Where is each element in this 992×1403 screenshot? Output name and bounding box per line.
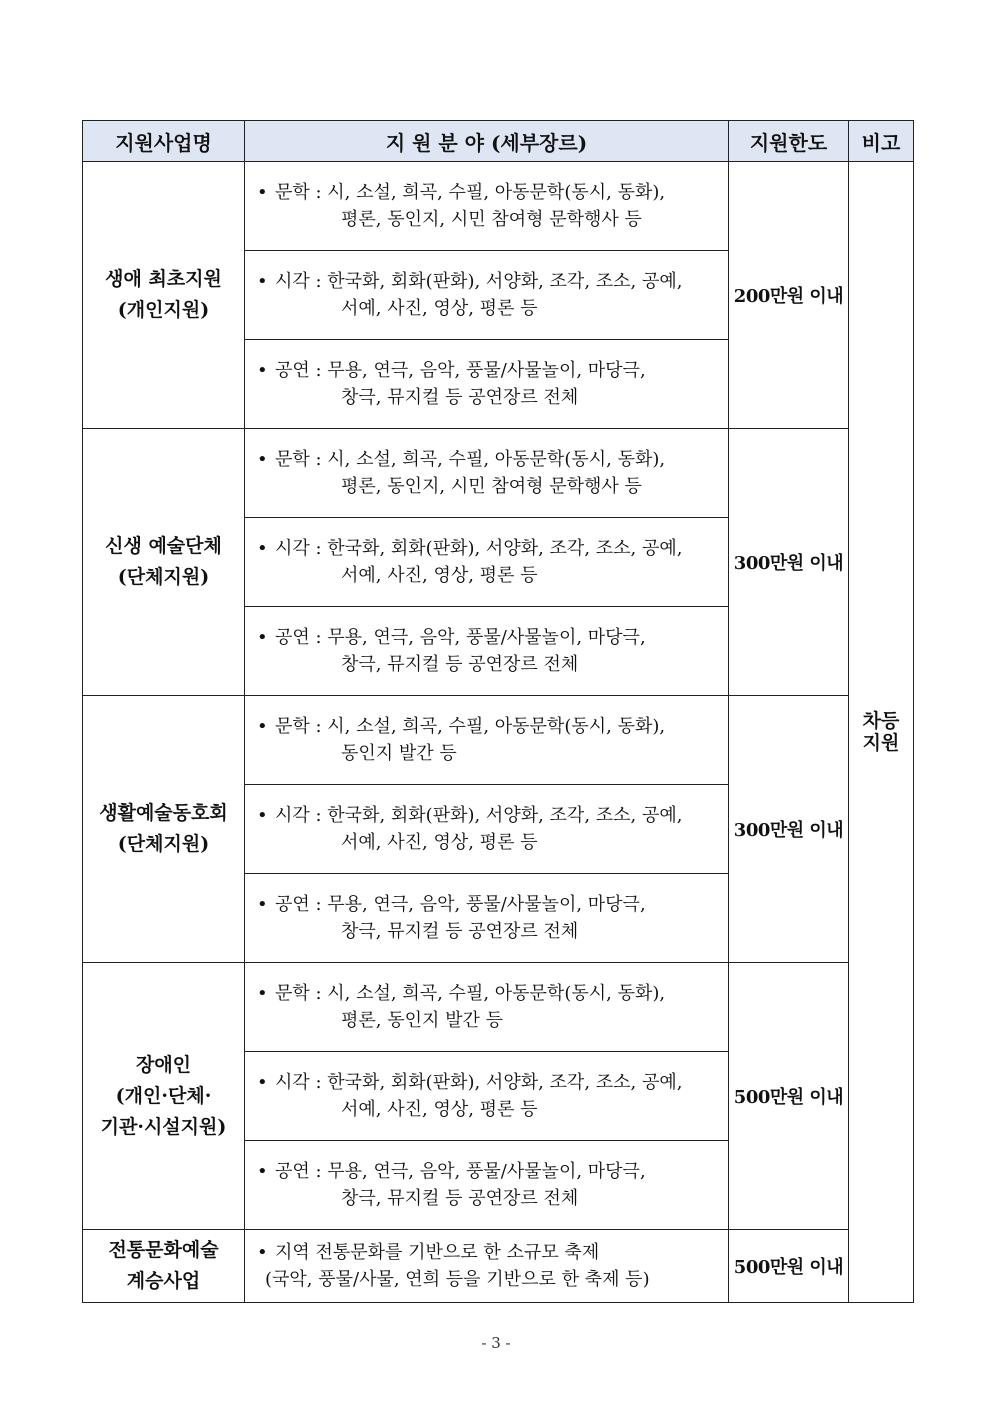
field-line: 창극, 뮤지컬 등 공연장르 전체 [341, 654, 579, 675]
header-field: 지 원 분 야 (세부장르) [245, 121, 729, 162]
field-line: 문학 : 시, 소설, 희곡, 수필, 아동문학(동시, 동화), [275, 449, 666, 470]
field-line: 평론, 동인지, 시민 참여형 문학행사 등 [341, 476, 642, 497]
field-line: 시각 : 한국화, 회화(판화), 서양화, 조각, 조소, 공예, [275, 1072, 683, 1093]
limit-cell: 500만원 이내 [729, 1230, 849, 1303]
field-line: 평론, 동인지 발간 등 [341, 1010, 503, 1031]
field-line: 문학 : 시, 소설, 희곡, 수필, 아동문학(동시, 동화), [275, 983, 666, 1004]
field-line: 공연 : 무용, 연극, 음악, 풍물/사물놀이, 마당극, [275, 894, 646, 915]
field-line: 서예, 사진, 영상, 평론 등 [341, 832, 538, 853]
page-number: - 3 - [481, 1334, 511, 1352]
limit-cell: 200만원 이내 [729, 162, 849, 429]
header-program: 지원사업명 [83, 121, 245, 162]
field-cell [245, 162, 729, 251]
table-row [83, 162, 914, 251]
field-line: 문학 : 시, 소설, 희곡, 수필, 아동문학(동시, 동화), [275, 182, 666, 203]
field-line: 시각 : 한국화, 회화(판화), 서양화, 조각, 조소, 공예, [275, 538, 683, 559]
field-cell [245, 251, 729, 340]
program-name-line: 전통문화예술 [108, 1239, 219, 1261]
field-line: (국악, 풍물/사물, 연희 등을 기반으로 한 축제 등) [265, 1269, 650, 1290]
table-row [83, 1230, 914, 1303]
field-line: 시각 : 한국화, 회화(판화), 서양화, 조각, 조소, 공예, [275, 805, 683, 826]
bullet: • [257, 894, 268, 915]
field-cell [245, 963, 729, 1052]
bullet: • [257, 538, 268, 559]
program-name-line: 기관·시설지원) [100, 1115, 227, 1138]
field-line: 공연 : 무용, 연극, 음악, 풍물/사물놀이, 마당극, [275, 627, 646, 648]
bullet: • [257, 983, 268, 1004]
field-line: 지역 전통문화를 기반으로 한 소규모 축제 [275, 1242, 600, 1263]
field-line: 창극, 뮤지컬 등 공연장르 전체 [341, 387, 579, 408]
field-cell [245, 340, 729, 429]
bullet: • [257, 1161, 268, 1182]
field-cell [245, 518, 729, 607]
program-name-line: 신생 예술단체 [105, 535, 222, 557]
field-line: 서예, 사진, 영상, 평론 등 [341, 298, 538, 319]
field-line: 평론, 동인지, 시민 참여형 문학행사 등 [341, 209, 642, 230]
bullet: • [257, 1242, 268, 1263]
field-line: 공연 : 무용, 연극, 음악, 풍물/사물놀이, 마당극, [275, 360, 646, 381]
program-name-cell [83, 963, 245, 1230]
bullet: • [257, 360, 268, 381]
limit-cell: 300만원 이내 [729, 429, 849, 696]
field-cell [245, 1230, 729, 1303]
limit-cell: 300만원 이내 [729, 696, 849, 963]
program-name-cell [83, 429, 245, 696]
field-line: 창극, 뮤지컬 등 공연장르 전체 [341, 921, 579, 942]
program-name-line: (개인·단체· [115, 1084, 212, 1107]
program-name-line: (개인지원) [117, 299, 210, 321]
bullet: • [257, 805, 268, 826]
table-row [83, 696, 914, 785]
program-name-line: 장애인 [135, 1053, 192, 1076]
bullet: • [257, 627, 268, 648]
program-name-cell [83, 1230, 245, 1303]
header-remark: 비고 [849, 121, 914, 162]
table-row [83, 429, 914, 518]
program-name-line: (단체지원) [117, 833, 210, 855]
field-line: 문학 : 시, 소설, 희곡, 수필, 아동문학(동시, 동화), [275, 716, 666, 737]
program-name-cell [83, 696, 245, 963]
header-row [83, 121, 914, 162]
program-name-line: 계승사업 [126, 1270, 201, 1292]
field-cell [245, 874, 729, 963]
field-line: 서예, 사진, 영상, 평론 등 [341, 1099, 538, 1120]
field-cell [245, 1052, 729, 1141]
field-cell [245, 785, 729, 874]
program-name-cell [83, 162, 245, 429]
field-cell [245, 607, 729, 696]
field-line: 창극, 뮤지컬 등 공연장르 전체 [341, 1188, 579, 1209]
remark-line: 지원 [862, 732, 900, 754]
bullet: • [257, 271, 268, 292]
header-limit: 지원한도 [729, 121, 849, 162]
limit-cell: 500만원 이내 [729, 963, 849, 1230]
remark-cell [849, 162, 914, 1303]
field-cell [245, 696, 729, 785]
field-line: 서예, 사진, 영상, 평론 등 [341, 565, 538, 586]
bullet: • [257, 182, 268, 203]
bullet: • [257, 449, 268, 470]
table-row [83, 963, 914, 1052]
bullet: • [257, 1072, 268, 1093]
remark-line: 차등 [862, 710, 900, 732]
program-name-line: 생애 최초지원 [105, 268, 222, 290]
support-table [82, 120, 914, 1303]
program-name-line: 생활예술동호회 [99, 802, 228, 824]
program-name-line: (단체지원) [117, 566, 210, 588]
bullet: • [257, 716, 268, 737]
field-cell [245, 429, 729, 518]
field-line: 공연 : 무용, 연극, 음악, 풍물/사물놀이, 마당극, [275, 1161, 646, 1182]
field-line: 동인지 발간 등 [341, 743, 457, 764]
field-line: 시각 : 한국화, 회화(판화), 서양화, 조각, 조소, 공예, [275, 271, 683, 292]
field-cell [245, 1141, 729, 1230]
